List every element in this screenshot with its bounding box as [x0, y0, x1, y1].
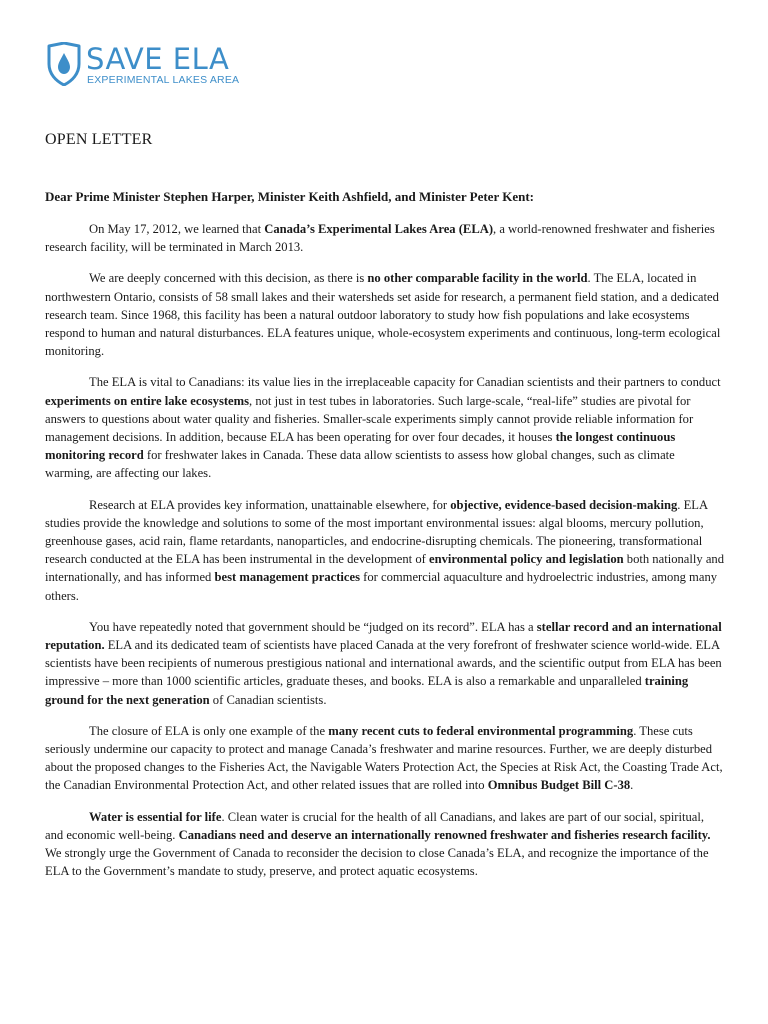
- text-run: . The ELA, located in northwestern Ontario, consists of 58 small lakes and their watersheds set aside for research, a permanent field station, and a dedicated research team. Since 1968, this facility has been a natural outdoor laboratory to study how fish populations and lake ecosystems respond to human and natural disturbances. ELA features unique, whole-ecosystem experiments and continuous, long-term ecological monitoring.: [45, 271, 721, 359]
- text-run: . These cuts seriously undermine our capacity to protect and manage Canada’s freshwater and marine resources. Further, we are deeply disturbed about the proposed changes to the Fisheries Act, the Navigable Waters Protection Act, the Species at Risk Act, the Coasting Trade Act, the Canadian Environmental Protection Act, and other related issues that are rolled into: [45, 723, 723, 793]
- text-run: .: [630, 778, 634, 793]
- text-run: for freshwater lakes in Canada. These data allow scientists to assess how global changes, such as climate warming, are affecting our lakes.: [45, 448, 675, 481]
- text-run: You have repeatedly noted that government should be “judged on its record”. ELA has a: [89, 619, 537, 634]
- bold-text: Canadians need and deserve an internationally renowned freshwater and fisheries research facility.: [178, 827, 711, 842]
- bold-text: Water is essential for life: [89, 809, 222, 824]
- logo-title: SAVE ELA: [86, 42, 230, 76]
- logo-subtitle: EXPERIMENTAL LAKES AREA: [87, 74, 240, 86]
- text-run: The closure of ELA is only one example of the: [89, 723, 329, 738]
- save-ela-logo: [46, 42, 240, 90]
- bold-text: no other comparable facility in the world: [367, 271, 588, 286]
- letter-salutation: Dear Prime Minister Stephen Harper, Minister Keith Ashfield, and Minister Peter Kent:: [45, 189, 535, 204]
- text-run: , a world-renowned freshwater and fisheries research facility, will be terminated in March 2013.: [45, 222, 715, 255]
- bold-text: objective, evidence-based decision-making: [450, 497, 678, 512]
- text-run: . Clean water is crucial for the health of all Canadians, and lakes are part of our social, spiritual, and economic well-being.: [45, 809, 705, 842]
- bold-text: training ground for the next generation: [45, 674, 689, 707]
- letter-body: [45, 220, 725, 894]
- bold-text: Omnibus Budget Bill C-38: [487, 778, 631, 793]
- text-run: The ELA is vital to Canadians: its value lies in the irreplaceable capacity for Canadian scientists and their partners to conduct: [89, 375, 721, 390]
- bold-text: the longest continuous monitoring record: [45, 430, 676, 463]
- text-run: Research at ELA provides key information, unattainable elsewhere, for: [89, 497, 451, 512]
- text-run: ELA and its dedicated team of scientists have placed Canada at the very forefront of freshwater science world-wide. ELA scientists have been recipients of numerous prestigious national and international awards, and the scientific output from ELA has been impressive – more than 1000 scientific articles, graduate theses, and books. ELA is also a remarkable and unparalleled: [45, 638, 722, 689]
- bold-text: stellar record and an international reputation.: [45, 619, 722, 653]
- text-run: , not just in test tubes in laboratories. Such large-scale, “real-life” studies are pivotal for answers to questions about water quality and fisheries. Smaller-scale experiments simply cannot provide reliable information for management decisions. In addition, because ELA has been operating for over four decades, it houses: [45, 393, 694, 445]
- text-run: for commercial aquaculture and hydroelectric industries, among many others.: [45, 570, 718, 603]
- bold-text: environmental policy and legislation: [428, 552, 624, 567]
- bold-text: Canada’s Experimental Lakes Area (ELA): [264, 222, 494, 236]
- letter-paragraph: [45, 220, 725, 256]
- text-run: We are deeply concerned with this decision, as there is: [89, 271, 368, 286]
- letter-paragraph: [45, 618, 725, 709]
- water-drop-shield-icon: [46, 42, 82, 86]
- bold-text: best management practices: [214, 570, 360, 585]
- text-run: . ELA studies provide the knowledge and solutions to some of the most important environmental issues: algal blooms, mercury pollution, greenhouse gases, acid rain, flame retardants, nanoparticles, and endocrine-disrupting chemicals. The pioneering, transformational research conducted at the ELA has been instrumental in the development of: [45, 497, 708, 567]
- letter-paragraph: [45, 496, 725, 605]
- text-run: both nationally and internationally, and has informed: [45, 552, 725, 585]
- text-run: of Canadian scientists.: [209, 692, 327, 707]
- bold-text: experiments on entire lake ecosystems: [45, 393, 250, 408]
- letter-paragraph: [45, 722, 725, 795]
- letter-paragraph: [45, 373, 725, 482]
- letter-paragraph: [45, 269, 725, 360]
- bold-text: many recent cuts to federal environmental programming: [328, 723, 634, 738]
- letter-heading: OPEN LETTER: [45, 131, 153, 148]
- letter-paragraph: [45, 808, 725, 881]
- text-run: On May 17, 2012, we learned that: [89, 222, 265, 236]
- text-run: We strongly urge the Government of Canada to reconsider the decision to close Canada’s ELA, and recognize the importance of the ELA to the Government’s mandate to study, preserve, and protect aquatic ecosystems.: [45, 846, 709, 879]
